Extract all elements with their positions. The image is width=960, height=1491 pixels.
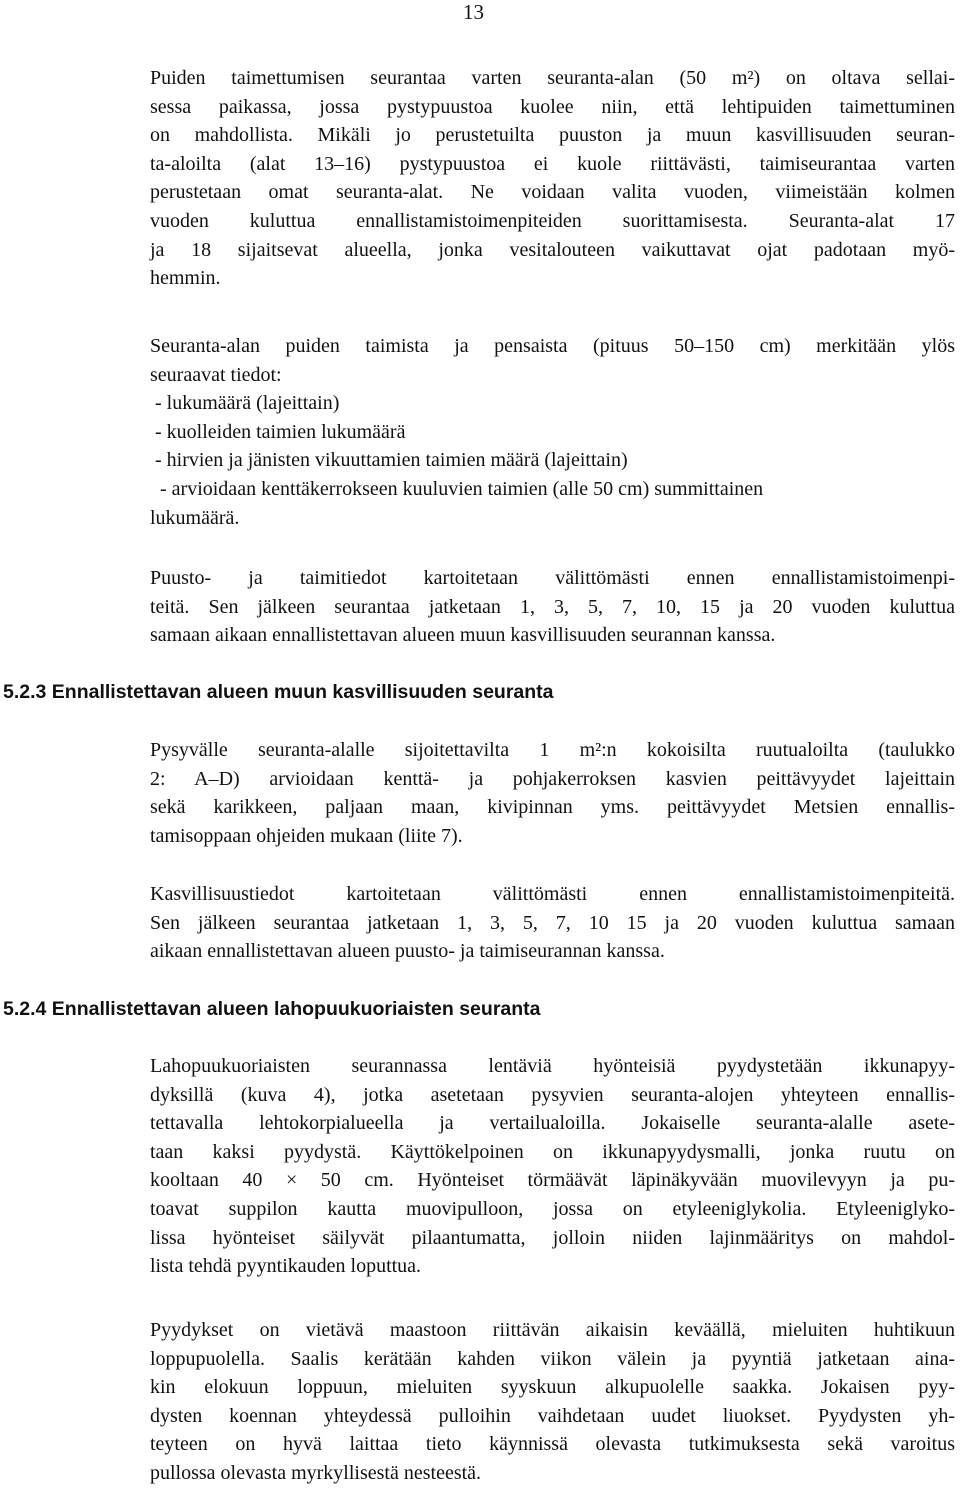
- paragraph-ruutualat: [150, 736, 955, 850]
- paragraph-pyydykset: [150, 1316, 955, 1488]
- text-line: dyksillä (kuva 4), jotka asetetaan pysyvien seuranta-alojen yhteyteen ennallis-: [150, 1083, 955, 1106]
- section-heading-5-2-4: 5.2.4 Ennallistettavan alueen lahopuukuoriaisten seuranta: [3, 998, 541, 1020]
- paragraph-1: [150, 64, 955, 293]
- paragraph-kartoitus: [150, 564, 955, 650]
- list-item: - kuolleiden taimien lukumäärä: [150, 420, 406, 443]
- text-line: Seuranta-alan puiden taimista ja pensaista (pituus 50–150 cm) merkitään ylös: [150, 335, 955, 357]
- text-line: teitä. Sen jälkeen seurantaa jatketaan 1, 3, 5, 7, 10, 15 ja 20 vuoden kuluttua: [150, 595, 955, 618]
- text-line: teyteen on hyvä laittaa tieto käynnissä olevasta tutkimuksesta sekä varoitus: [150, 1433, 955, 1456]
- text-line: Sen jälkeen seurantaa jatketaan 1, 3, 5, 7, 10 15 ja 20 vuoden kuluttua samaan: [150, 911, 955, 934]
- text-line: hemmin.: [150, 267, 221, 290]
- text-line: Puusto- ja taimitiedot kartoitetaan välittömästi ennen ennallistamistoimenpi-: [150, 567, 955, 589]
- text-line: pullossa olevasta myrkyllisestä nesteestä.: [150, 1461, 482, 1484]
- text-line: samaan aikaan ennallistettavan alueen muun kasvillisuuden seurannan kanssa.: [150, 624, 776, 647]
- text-line: toavat suppilon kautta muovipulloon, jossa on etyleeniglykolia. Etyleeniglyko-: [150, 1197, 955, 1220]
- text-line: 2: A–D) arvioidaan kenttä- ja pohjakerroksen kasvien peittävyydet lajeittain: [150, 767, 955, 790]
- text-line: kooltaan 40 × 50 cm. Hyönteiset törmäävät läpinäkyvään muovilevyyn ja pu-: [150, 1169, 955, 1192]
- text-line: perustetaan omat seuranta-alat. Ne voidaan valita vuoden, viimeistään kolmen: [150, 181, 955, 204]
- paragraph-4: [150, 736, 955, 850]
- paragraph-pyydystys: [150, 1052, 955, 1281]
- section-heading-5-2-3: 5.2.3 Ennallistettavan alueen muun kasvillisuuden seuranta: [3, 681, 554, 703]
- page-number: 13: [463, 0, 484, 24]
- list-item: - hirvien ja jänisten vikuuttamien taimien määrä (lajeittain): [150, 449, 628, 472]
- text-line: tettavalla lehtokorpialueella ja vertailualoilla. Jokaiselle seuranta-alalle asete-: [150, 1112, 955, 1135]
- paragraph-3: [150, 564, 955, 650]
- paragraph-kasvillisuustiedot: [150, 880, 955, 966]
- text-line: vuoden kuluttua ennallistamistoimenpiteiden suorittamisesta. Seuranta-alat 17: [150, 209, 955, 232]
- text-line: aikaan ennallistettavan alueen puusto- ja taimiseurannan kanssa.: [150, 940, 665, 963]
- text-line: lukumäärä.: [150, 506, 240, 529]
- text-line: kin elokuun loppuun, mieluiten syyskuun alkupuolelle saakka. Jokaisen pyy-: [150, 1376, 955, 1399]
- text-line: Pyydykset on vietävä maastoon riittävän aikaisin keväällä, mieluiten huhtikuun: [150, 1319, 955, 1341]
- text-line: Pysyvälle seuranta-alalle sijoitettavilta 1 m²:n kokoisilta ruutualoilta (taulukko: [150, 739, 955, 761]
- list-item: - arvioidaan kenttäkerrokseen kuuluvien taimien (alle 50 cm) summittainen: [150, 477, 764, 500]
- text-line: sessa paikassa, jossa pystypuustoa kuolee niin, että lehtipuiden taimettuminen: [150, 95, 955, 118]
- text-line: on mahdollista. Mikäli jo perustetuilta puuston ja muun kasvillisuuden seuran-: [150, 124, 955, 147]
- text-line: Lahopuukuoriaisten seurannassa lentäviä hyönteisiä pyydystetään ikkunapyy-: [150, 1055, 955, 1077]
- text-line: lista tehdä pyyntikauden loputtua.: [150, 1255, 422, 1278]
- text-line: Kasvillisuustiedot kartoitetaan välittömästi ennen ennallistamistoimenpiteitä.: [150, 883, 955, 905]
- paragraph-taimettuminen: [150, 64, 955, 293]
- paragraph-7: [150, 1316, 955, 1488]
- text-line: tamisoppaan ohjeiden mukaan (liite 7).: [150, 824, 463, 847]
- text-line: taan kaksi pyydystä. Käyttökelpoinen on ikkunapyydysmalli, jonka ruutu on: [150, 1140, 955, 1163]
- text-line: ja 18 sijaitsevat alueella, jonka vesitalouteen vaikuttavat ojat padotaan myö-: [150, 238, 955, 261]
- list-item: - lukumäärä (lajeittain): [150, 392, 340, 415]
- paragraph-2: [150, 332, 955, 532]
- text-line: dysten koennan yhteydessä pulloihin vaihdetaan uudet liuokset. Pyydysten yh-: [150, 1404, 955, 1427]
- paragraph-5: [150, 880, 955, 966]
- text-line: ta-aloilta (alat 13–16) pystypuustoa ei kuole riittävästi, taimiseurantaa varten: [150, 152, 955, 175]
- paragraph-6: [150, 1052, 955, 1281]
- text-line: seuraavat tiedot:: [150, 363, 282, 386]
- paragraph-merkinnat: [150, 332, 955, 532]
- text-line: loppupuolella. Saalis kerätään kahden viikon välein ja pyyntiä jatketaan aina-: [150, 1347, 955, 1370]
- text-line: lissa hyönteiset säilyvät pilaantumatta, jolloin niiden lajinmääritys on mahdol-: [150, 1226, 955, 1249]
- text-line: sekä karikkeen, paljaan maan, kivipinnan yms. peittävyydet Metsien ennallis-: [150, 796, 955, 819]
- text-line: Puiden taimettumisen seurantaa varten seuranta-alan (50 m²) on oltava sellai-: [150, 67, 955, 89]
